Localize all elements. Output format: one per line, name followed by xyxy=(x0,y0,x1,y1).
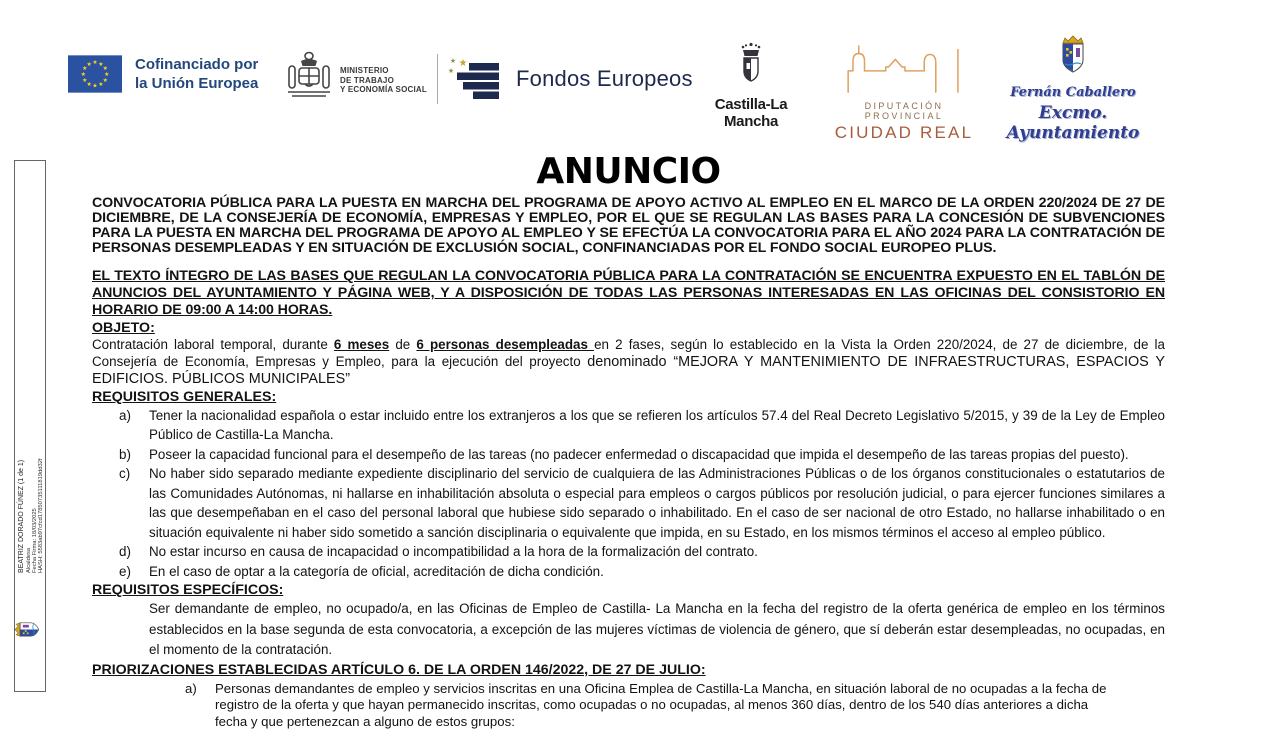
svg-text:★: ★ xyxy=(104,71,110,78)
list-item-text: Personas demandantes de empleo y servicios inscritas en una Oficina Emplea de Castilla-La Mancha, en situación laboral de no ocupadas a la fecha de registro de la oferta y que hayan permanecido inscritas, como ocupadas o no ocupadas, al menos 360 días, dentro de los 540 días anteriores a dicha fecha y que pertenezcan a alguno de estos grupos: xyxy=(215,680,1107,729)
diputacion-logo xyxy=(828,42,980,143)
list-item-a xyxy=(92,406,1165,445)
objeto-paragraph xyxy=(92,337,1165,387)
castilla-la-mancha-logo xyxy=(690,42,812,130)
fondos-europeos-logo xyxy=(447,56,693,102)
signature-sidebar xyxy=(14,160,46,692)
signature-text xyxy=(18,313,44,573)
announcement-title: ANUNCIO xyxy=(536,151,721,192)
svg-text:★: ★ xyxy=(458,58,468,69)
svg-text:★: ★ xyxy=(86,61,92,68)
eu-flag-icon xyxy=(68,55,122,93)
objeto-seg2: de xyxy=(389,337,417,353)
svg-text:★: ★ xyxy=(102,66,108,73)
svg-text:★: ★ xyxy=(80,71,86,78)
header-divider xyxy=(437,54,438,104)
signer-role: Alcaldesa xyxy=(26,547,32,573)
objeto-proyecto: denominado “MEJORA Y MANTENIMIENTO DE INFRAESTRUCTURAS, ESPACIOS Y EDIFICIOS. PÚBLICOS MUNICIPALES” xyxy=(92,354,1165,387)
list-marker: b) xyxy=(119,446,131,462)
svg-text:★: ★ xyxy=(82,77,88,84)
svg-text:★: ★ xyxy=(92,83,98,90)
svg-text:★: ★ xyxy=(449,57,457,65)
eu-cofinanced-logo xyxy=(68,55,258,93)
requisitos-generales-heading: REQUISITOS GENERALES: xyxy=(92,388,277,405)
signature-hash: HASH: 5583ab97cfcd17850735111819dd32f xyxy=(38,458,45,573)
svg-text:★: ★ xyxy=(447,67,455,75)
svg-text:★: ★ xyxy=(82,66,88,73)
list-item-text: Poseer la capacidad funcional para el desempeño de las tareas (no padecer enfermedad o discapacidad que impida el desempeño de las tareas propias del puesto). xyxy=(149,446,1129,462)
signature-date: Fecha Firma: 18/03/2025 xyxy=(32,508,39,573)
objeto-6meses: 6 meses xyxy=(333,337,390,353)
ayuntamiento-logo xyxy=(998,34,1148,143)
ayuntamiento-excmo-label: Excmo. Ayuntamiento xyxy=(1006,103,1140,143)
list-marker: d) xyxy=(119,544,131,560)
list-item-e xyxy=(92,562,1165,582)
ayuntamiento-crest-icon xyxy=(1057,34,1089,76)
list-marker: a) xyxy=(185,680,197,696)
svg-text:★: ★ xyxy=(102,77,108,84)
diputacion-provincial-label: DIPUTACIÓN PROVINCIAL xyxy=(864,101,944,121)
objeto-heading: OBJETO: xyxy=(92,320,155,337)
sidebar-crest-icon xyxy=(14,619,47,641)
ministerio-logo xyxy=(286,50,427,104)
list-item-text: No estar incurso en causa de incapacidad o incompatibilidad a la hora de la formalización del contrato. xyxy=(149,544,758,560)
castilla-la-mancha-label: Castilla-La Mancha xyxy=(714,96,788,130)
ayuntamiento-name: Fernán Caballero xyxy=(1010,85,1136,100)
list-item-b xyxy=(92,445,1165,465)
priorizaciones-heading: PRIORIZACIONES ESTABLECIDAS ARTÍCULO 6. DE LA ORDEN 146/2022, DE 27 DE JULIO: xyxy=(92,661,706,678)
castilla-la-mancha-emblem-icon xyxy=(731,42,771,88)
diputacion-building-icon xyxy=(841,42,967,94)
fondos-europeos-icon xyxy=(447,56,501,102)
document-body xyxy=(92,152,1165,731)
list-item-c xyxy=(92,464,1165,542)
signer-name: BEATRIZ DORADO FÚNEZ (1 de 1) xyxy=(18,459,25,573)
list-marker: c) xyxy=(119,466,131,482)
ciudad-real-label: CIUDAD REAL xyxy=(834,123,974,142)
ministerio-text: MINISTERIO DE TRABAJO Y ECONOMÍA SOCIAL xyxy=(340,66,427,94)
prior-list-item-a xyxy=(92,681,1115,731)
eu-logo-text: Cofinanciado por la Unión Europea xyxy=(135,56,259,92)
svg-text:★: ★ xyxy=(86,82,92,89)
objeto-6personas: 6 personas desempleadas xyxy=(416,337,595,353)
list-marker: e) xyxy=(119,563,131,579)
list-item-d xyxy=(92,542,1165,562)
svg-text:★: ★ xyxy=(98,82,104,89)
requisitos-especificos-heading: REQUISITOS ESPECÍFICOS: xyxy=(92,582,284,599)
list-marker: a) xyxy=(119,407,131,423)
objeto-seg1: Contratación laboral temporal, durante xyxy=(92,337,334,353)
list-item-text: No haber sido separado mediante expediente disciplinario del servicio de cualquiera de las Administraciones Públicas o de los órganos constitucionales o estatutarios de las Comunidades Autónomas, ni hallarse en inhabilitación absoluta o especial para empleos o cargos públicos por resolución judicial, o para ejercer funciones similares a las que desempeñaban en el caso del personal laboral que hubiese sido separado o inhabilitado. En el caso de ser nacional de otro Estado, no hallarse inhabilitado o en situación equivalente ni haber sido sometido a sanción disciplinaria o equivalente que impida, en su Estado, en los mismos términos el acceso al empleo público. xyxy=(149,466,1165,540)
objeto-seg3: en 2 fases, según lo establecido en la Vista la Orden 220/2024, de 27 de diciembre, de la Consejería de Economía, Empresas y Empleo, para la ejecución del proyecto xyxy=(92,337,1165,370)
requisitos-especificos-paragraph: Ser demandante de empleo, no ocupado/a, en las Oficinas de Empleo de Castilla- La Mancha en la fecha del registro de la oferta genérica de empleo en los términos establecidos en la base segunda de esta convocatoria, a excepción de las mujeres víctimas de violencia de género, que sí deberán estar desempleadas, no ocupadas, en el momento de la contratación. xyxy=(149,601,1165,658)
texto-integro-paragraph: EL TEXTO ÍNTEGRO DE LAS BASES QUE REGULAN LA CONVOCATORIA PÚBLICA PARA LA CONTRATACIÓN SE ENCUENTRA EXPUESTO EN EL TABLÓN DE ANUNCIOS DEL AYUNTAMIENTO Y PÁGINA WEB, Y A DISPOSICIÓN DE TODAS LAS PERSONAS INTERESADAS EN LAS OFICINAS DEL CONSISTORIO EN HORARIO DE 09:00 A 14:00 HORAS. xyxy=(92,268,1165,319)
svg-text:★: ★ xyxy=(98,61,104,68)
spain-coat-of-arms-icon xyxy=(286,50,332,104)
fondos-europeos-label: Fondos Europeos xyxy=(516,66,693,91)
svg-text:★: ★ xyxy=(92,60,98,67)
list-item-text: Tener la nacionalidad española o estar incluido entre los extranjeros a los que se refieren los artículos 57.4 del Real Decreto Legislativo 5/2015, y 39 de la Ley de Empleo Público de Castilla-La Mancha. xyxy=(149,407,1165,443)
convocatoria-paragraph: CONVOCATORIA PÚBLICA PARA LA PUESTA EN MARCHA DEL PROGRAMA DE APOYO ACTIVO AL EMPLEO EN EL MARCO DE LA ORDEN 220/2024 DE 27 DE DICIEMBRE, DE LA CONSEJERÍA DE ECONOMÍA, EMPRESAS Y EMPLEO, POR EL QUE SE REGULAN LAS BASES PARA LA CONCESIÓN DE SUBVENCIONES PARA LA PUESTA EN MARCHA DEL PROGRAMA DE APOYO AL EMPLEO Y SE EFECTÚA LA CONVOCATORIA PARA EL AÑO 2024 PARA LA CONTRATACIÓN DE PERSONAS DESEMPLEADAS Y EN SITUACIÓN DE EXCLUSIÓN SOCIAL, CONFINANCIADAS POR EL FONDO SOCIAL EUROPEO PLUS. xyxy=(92,195,1165,257)
list-item-text: En el caso de optar a la categoría de oficial, acreditación de dicha condición. xyxy=(149,563,604,579)
